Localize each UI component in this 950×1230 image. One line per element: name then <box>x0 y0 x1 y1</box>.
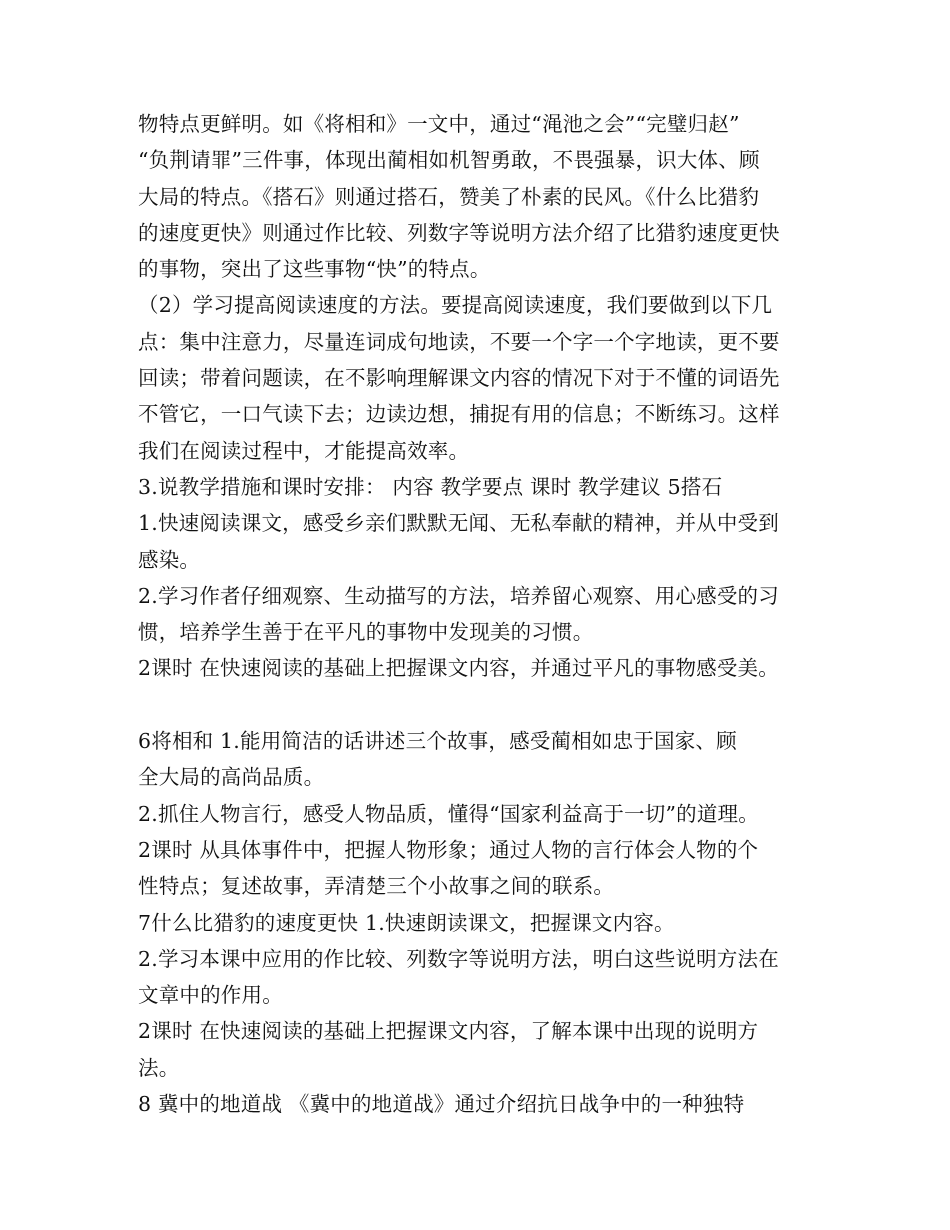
text-line: 我们在阅读过程中，才能提高效率。 <box>138 438 470 463</box>
text-line: 的事物，突出了这些事物“快”的特点。 <box>138 257 491 282</box>
text-line: 全大局的高尚品质。 <box>138 765 325 790</box>
body-text <box>138 106 828 1122</box>
text-line: 大局的特点。《搭石》则通过搭石，赞美了朴素的民风。《什么比猎豹 <box>138 184 760 209</box>
text-line: 2课时 从具体事件中，把握人物形象；通过人物的言行体会人物的个 <box>138 837 759 862</box>
text-line: 的速度更快》则通过作比较、列数字等说明方法介绍了比猎豹速度更快 <box>138 220 780 245</box>
text-line: 点：集中注意力，尽量连词成句地读，不要一个字一个字地读，更不要 <box>138 329 780 354</box>
text-line: 2课时 在快速阅读的基础上把握课文内容，并通过平凡的事物感受美。 <box>138 656 779 681</box>
text-line: “负荆请罪”三件事，体现出蔺相如机智勇敢，不畏强暴，识大体、顾 <box>138 148 760 173</box>
text-line: 2课时 在快速阅读的基础上把握课文内容，了解本课中出现的说明方 <box>138 1019 759 1044</box>
text-line: 回读；带着问题读，在不影响理解课文内容的情况下对于不懂的词语先 <box>138 366 780 391</box>
text-line: 感染。 <box>138 547 201 572</box>
text-line: 8 冀中的地道战 《冀中的地道战》通过介绍抗日战争中的一种独特 <box>138 1092 745 1117</box>
text-line: 2.学习作者仔细观察、生动描写的方法，培养留心观察、用心感受的习 <box>138 583 779 608</box>
text-line: 文章中的作用。 <box>138 983 283 1008</box>
text-line: （2）学习提高阅读速度的方法。要提高阅读速度，我们要做到以下几 <box>138 293 773 318</box>
text-line: 2.学习本课中应用的作比较、列数字等说明方法，明白这些说明方法在 <box>138 946 779 971</box>
text-line: 法。 <box>138 1055 180 1080</box>
blank-line <box>138 687 828 723</box>
text-line: 惯，培养学生善于在平凡的事物中发现美的习惯。 <box>138 620 594 645</box>
text-line: 3.说教学措施和课时安排： 内容 教学要点 课时 教学建议 5搭石 <box>138 474 723 499</box>
text-line: 性特点；复述故事，弄清楚三个小故事之间的联系。 <box>138 874 615 899</box>
text-line: 2.抓住人物言行，感受人物品质，懂得“国家利益高于一切”的道理。 <box>138 801 759 826</box>
text-line: 物特点更鲜明。如《将相和》一文中，通过“渑池之会”“完璧归赵” <box>138 112 740 136</box>
text-line: 不管它，一口气读下去；边读边想，捕捉有用的信息；不断练习。这样 <box>138 402 780 427</box>
text-line: 7什么比猎豹的速度更快 1.快速朗读课文，把握课文内容。 <box>138 910 675 935</box>
text-line: 6将相和 1.能用简洁的话讲述三个故事，感受蔺相如忠于国家、顾 <box>138 729 737 754</box>
text-line: 1.快速阅读课文，感受乡亲们默默无闻、无私奉献的精神，并从中受到 <box>138 511 779 536</box>
